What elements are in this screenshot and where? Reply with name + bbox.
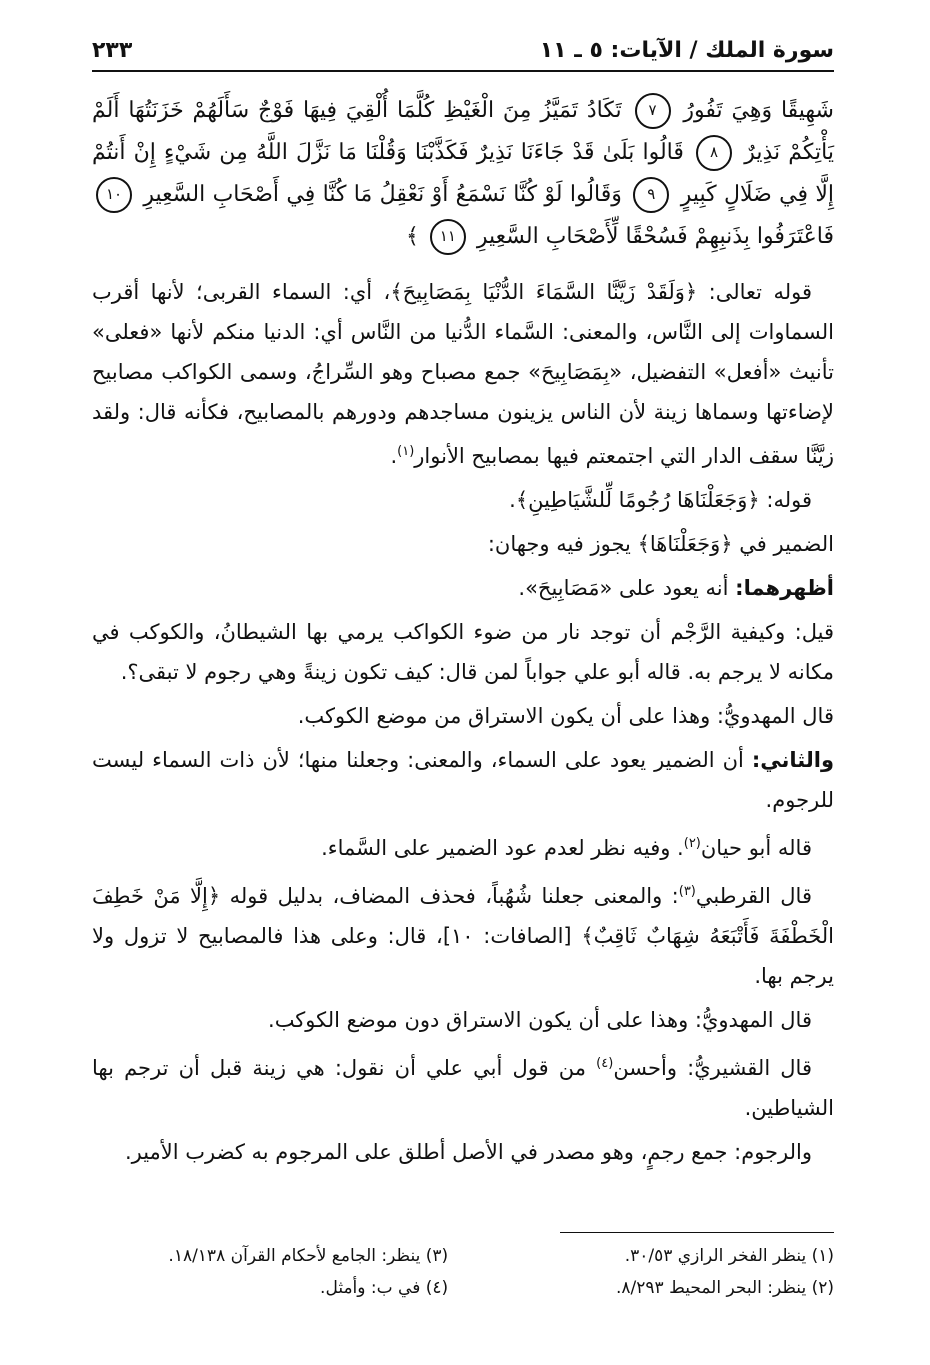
paragraph: أظهرهما: أنه يعود على «مَصَابِيحَ». bbox=[518, 576, 834, 600]
paragraph: قوله تعالى: ﴿وَلَقَدْ زَيَّنَّا السَّمَاءَ الدُّنْيَا بِمَصَابِيحَ﴾، أي: السماء القربى؛ لأنها أقرب السماوات إلى النَّاس، والمعنى: السَّماء الدُّنيا من النَّاس أي: الدنيا منكم لأنها «فعلى» تأنيث «أفعل» التفضيل، «بِمَصَابِيحَ» جمع مصباح وهو السِّراجُ، وسمى الكواكب مصابيح لإضاءتها وسماها زينة لأن الناس يزينون مساجدهم ودورهم بالمصابيح، فكأنه قال: ولقد زيَّنَّا سقف الدار التي اجتمعتم فيها بمصابيح الأنوار$^{(١)}$. bbox=[92, 280, 834, 468]
paragraph: والرجوم: جمع رجمٍ، وهو مصدر في الأصل أطلق على المرجوم به كضرب الأمير. bbox=[124, 1140, 812, 1164]
page-content bbox=[92, 90, 834, 1176]
footnote-3: (٣) ينظر: الجامع لأحكام القرآن ١٨/١٣٨. bbox=[168, 1246, 449, 1266]
verse-number-7: ٧ bbox=[635, 93, 671, 129]
footnote-column-right bbox=[478, 1240, 834, 1304]
paragraph: قال القشيريُّ: وأحسن$^{(٤)}$ من قول أبي علي أن نقول: هي زينة قبل أن ترجم بها الشياطين. bbox=[92, 1056, 834, 1120]
paragraph: الضمير في ﴿وَجَعَلْنَاهَا﴾ يجوز فيه وجهان: bbox=[487, 532, 834, 556]
paragraph: قال المهدويُّ: وهذا على أن يكون الاستراق من موضع الكوكب. bbox=[297, 704, 834, 728]
footnote-ref: (٢) bbox=[683, 836, 701, 851]
verse-text: قَالُوا بَلَىٰ قَدْ جَاءَنَا نَذِيرٌ فَكَذَّبْنَا وَقُلْنَا مَا نَزَّلَ اللَّهُ مِن شَيْءٍ إِنْ أَنتُمْ إِلَّا فِي ضَلَالٍ كَبِيرٍ bbox=[92, 140, 835, 207]
paragraph: قال القرطبي$^{(٣)}$: والمعنى جعلنا شُهُباً، فحذف المضاف، بدليل قوله ﴿إِلَّا مَنْ خَطِفَ الْخَطْفَةَ فَأَتْبَعَهُ شِهَابٌ ثَاقِبٌ﴾ [الصافات: ١٠]، قال: وعلى هذا فالمصابيح لا تزول ولا يرجم بها. bbox=[92, 884, 834, 988]
verse-text: فَاعْتَرَفُوا بِذَنبِهِمْ فَسُحْقًا لِّأَصْحَابِ السَّعِيرِ bbox=[476, 224, 834, 249]
footnote-column-left bbox=[92, 1240, 448, 1304]
footnote-2: (٢) ينظر: البحر المحيط ٨/٢٩٣. bbox=[616, 1278, 834, 1298]
footnote-ref: (٤) bbox=[596, 1056, 614, 1071]
verse-close-bracket: ﴾ bbox=[405, 224, 419, 249]
paragraph: قال المهدويُّ: وهذا على أن يكون الاستراق دون موضع الكوكب. bbox=[268, 1008, 812, 1032]
quran-verses bbox=[92, 90, 834, 258]
paragraph: قوله: ﴿وَجَعَلْنَاهَا رُجُومًا لِّلشَّيَاطِينِ﴾. bbox=[509, 488, 812, 512]
bold-heading: أظهرهما: bbox=[735, 576, 834, 600]
bold-heading: والثاني: bbox=[751, 748, 834, 772]
header-rule bbox=[92, 70, 834, 72]
footnote-ref: (٣) bbox=[678, 884, 696, 899]
verse-number-8: ٨ bbox=[696, 135, 732, 171]
page-number: ٢٣٣ bbox=[92, 38, 133, 63]
verse-text: شَهِيقًا وَهِيَ تَفُورُ bbox=[683, 98, 834, 123]
footnote-4: (٤) في ب: وأمثل. bbox=[320, 1278, 449, 1298]
running-title: سورة الملك / الآيات: ٥ ـ ١١ bbox=[539, 38, 834, 63]
footnote-1: (١) ينظر الفخر الرازي ٣٠/٥٣. bbox=[624, 1246, 834, 1266]
footnote-ref: (١) bbox=[397, 444, 415, 459]
verse-number-10: ١٠ bbox=[96, 177, 132, 213]
paragraph: والثاني: أن الضمير يعود على السماء، والمعنى: وجعلنا منها؛ لأن ذات السماء ليست للرجوم. bbox=[92, 748, 834, 812]
paragraph: قاله أبو حيان$^{(٢)}$. وفيه نظر لعدم عود الضمير على السَّماء. bbox=[321, 836, 812, 860]
verse-number-9: ٩ bbox=[633, 177, 669, 213]
verse-text: تَكَادُ تَمَيَّزُ مِنَ الْغَيْظِ كُلَّمَا أُلْقِيَ فِيهَا فَوْجٌ سَأَلَهُمْ خَزَنَتُهَا أَلَمْ يَأْتِكُمْ نَذِيرٌ bbox=[92, 98, 834, 165]
page-header bbox=[92, 28, 834, 74]
verse-number-11: ١١ bbox=[430, 219, 466, 255]
footnote-rule bbox=[560, 1232, 834, 1233]
verse-text: وَقَالُوا لَوْ كُنَّا نَسْمَعُ أَوْ نَعْقِلُ مَا كُنَّا فِي أَصْحَابِ السَّعِيرِ bbox=[143, 182, 622, 207]
paragraph: قيل: وكيفية الرَّجْم أن توجد نار من ضوء الكواكب يرمي بها الشيطانُ، والكوكب في مكانه لا يرجم به. قاله أبو علي جواباً لمن قال: كيف تكون زينةً وهي رجوم لا تبقى؟. bbox=[92, 620, 834, 684]
